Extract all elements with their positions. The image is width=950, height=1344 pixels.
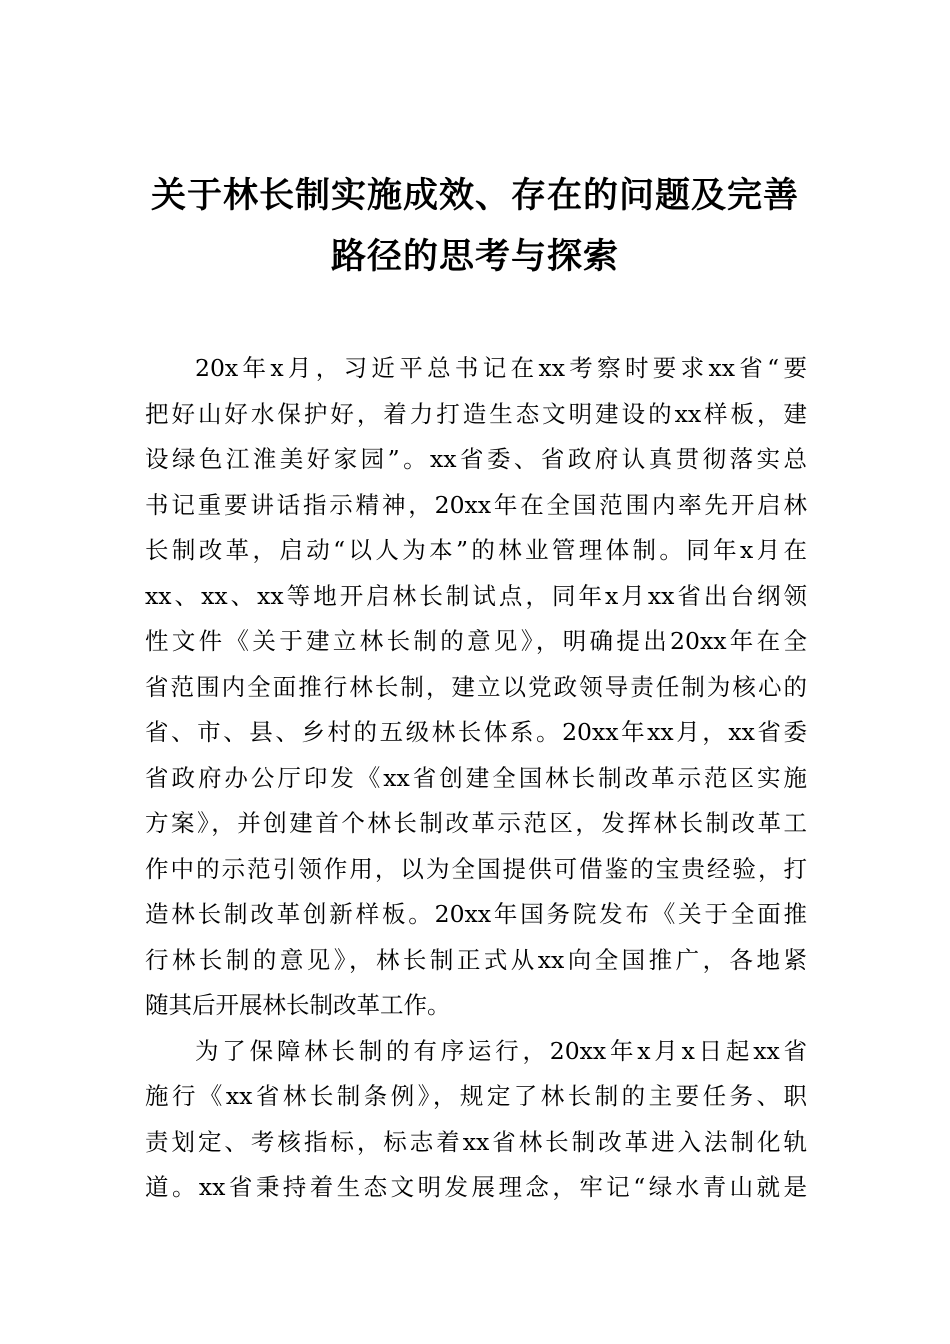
text-line: 省政府办公厅印发《xx省创建全国林长制改革示范区实施: [145, 763, 807, 792]
text-line: 性文件《关于建立林长制的意见》，明确提出20xx年在全: [145, 627, 807, 655]
paragraph-2: [145, 1029, 807, 1211]
text-line: 行林长制的意见》，林长制正式从xx向全国推广，各地紧: [145, 945, 807, 974]
text-line: 省、市、县、乡村的五级林长体系。20xx年xx月，xx省委: [145, 718, 807, 746]
text-line: xx、xx、xx等地开启林长制试点，同年x月xx省出台纲领: [145, 581, 807, 610]
document-title: [140, 166, 810, 288]
text-line: 方案》，并创建首个林长制改革示范区，发挥林长制改革工: [145, 809, 807, 837]
text-line: 作中的示范引领作用，以为全国提供可借鉴的宝贵经验，打: [145, 854, 807, 883]
text-line: 道。xx省秉持着生态文明发展理念，牢记“绿水青山就是: [145, 1173, 807, 1201]
text-line: 设绿色江淮美好家园”。xx省委、省政府认真贯彻落实总: [145, 445, 807, 473]
text-line: 责划定、考核指标，标志着xx省林长制改革进入法制化轨: [145, 1127, 807, 1156]
title-line: 路径的思考与探索: [330, 237, 619, 277]
paragraph-1: [145, 346, 807, 1029]
document-body: [145, 346, 807, 1211]
text-line: 书记重要讲话指示精神，20xx年在全国范围内率先开启林: [145, 490, 807, 519]
text-line: 为了保障林长制的有序运行，20xx年x月x日起xx省: [195, 1036, 807, 1065]
text-line: 20x年x月，习近平总书记在xx考察时要求xx省“要: [195, 354, 807, 382]
title-line: 关于林长制实施成效、存在的问题及完善: [150, 176, 799, 216]
text-line: 造林长制改革创新样板。20xx年国务院发布《关于全面推: [145, 900, 807, 928]
text-line: 长制改革，启动“以人为本”的林业管理体制。同年x月在: [145, 536, 807, 564]
text-line: 施行《xx省林长制条例》，规定了林长制的主要任务、职: [145, 1082, 807, 1110]
text-line: 把好山好水保护好，着力打造生态文明建设的xx样板，建: [145, 399, 807, 428]
text-line: 省范围内全面推行林长制，建立以党政领导责任制为核心的: [145, 672, 807, 701]
text-line: 随其后开展林长制改革工作。: [145, 991, 451, 1019]
